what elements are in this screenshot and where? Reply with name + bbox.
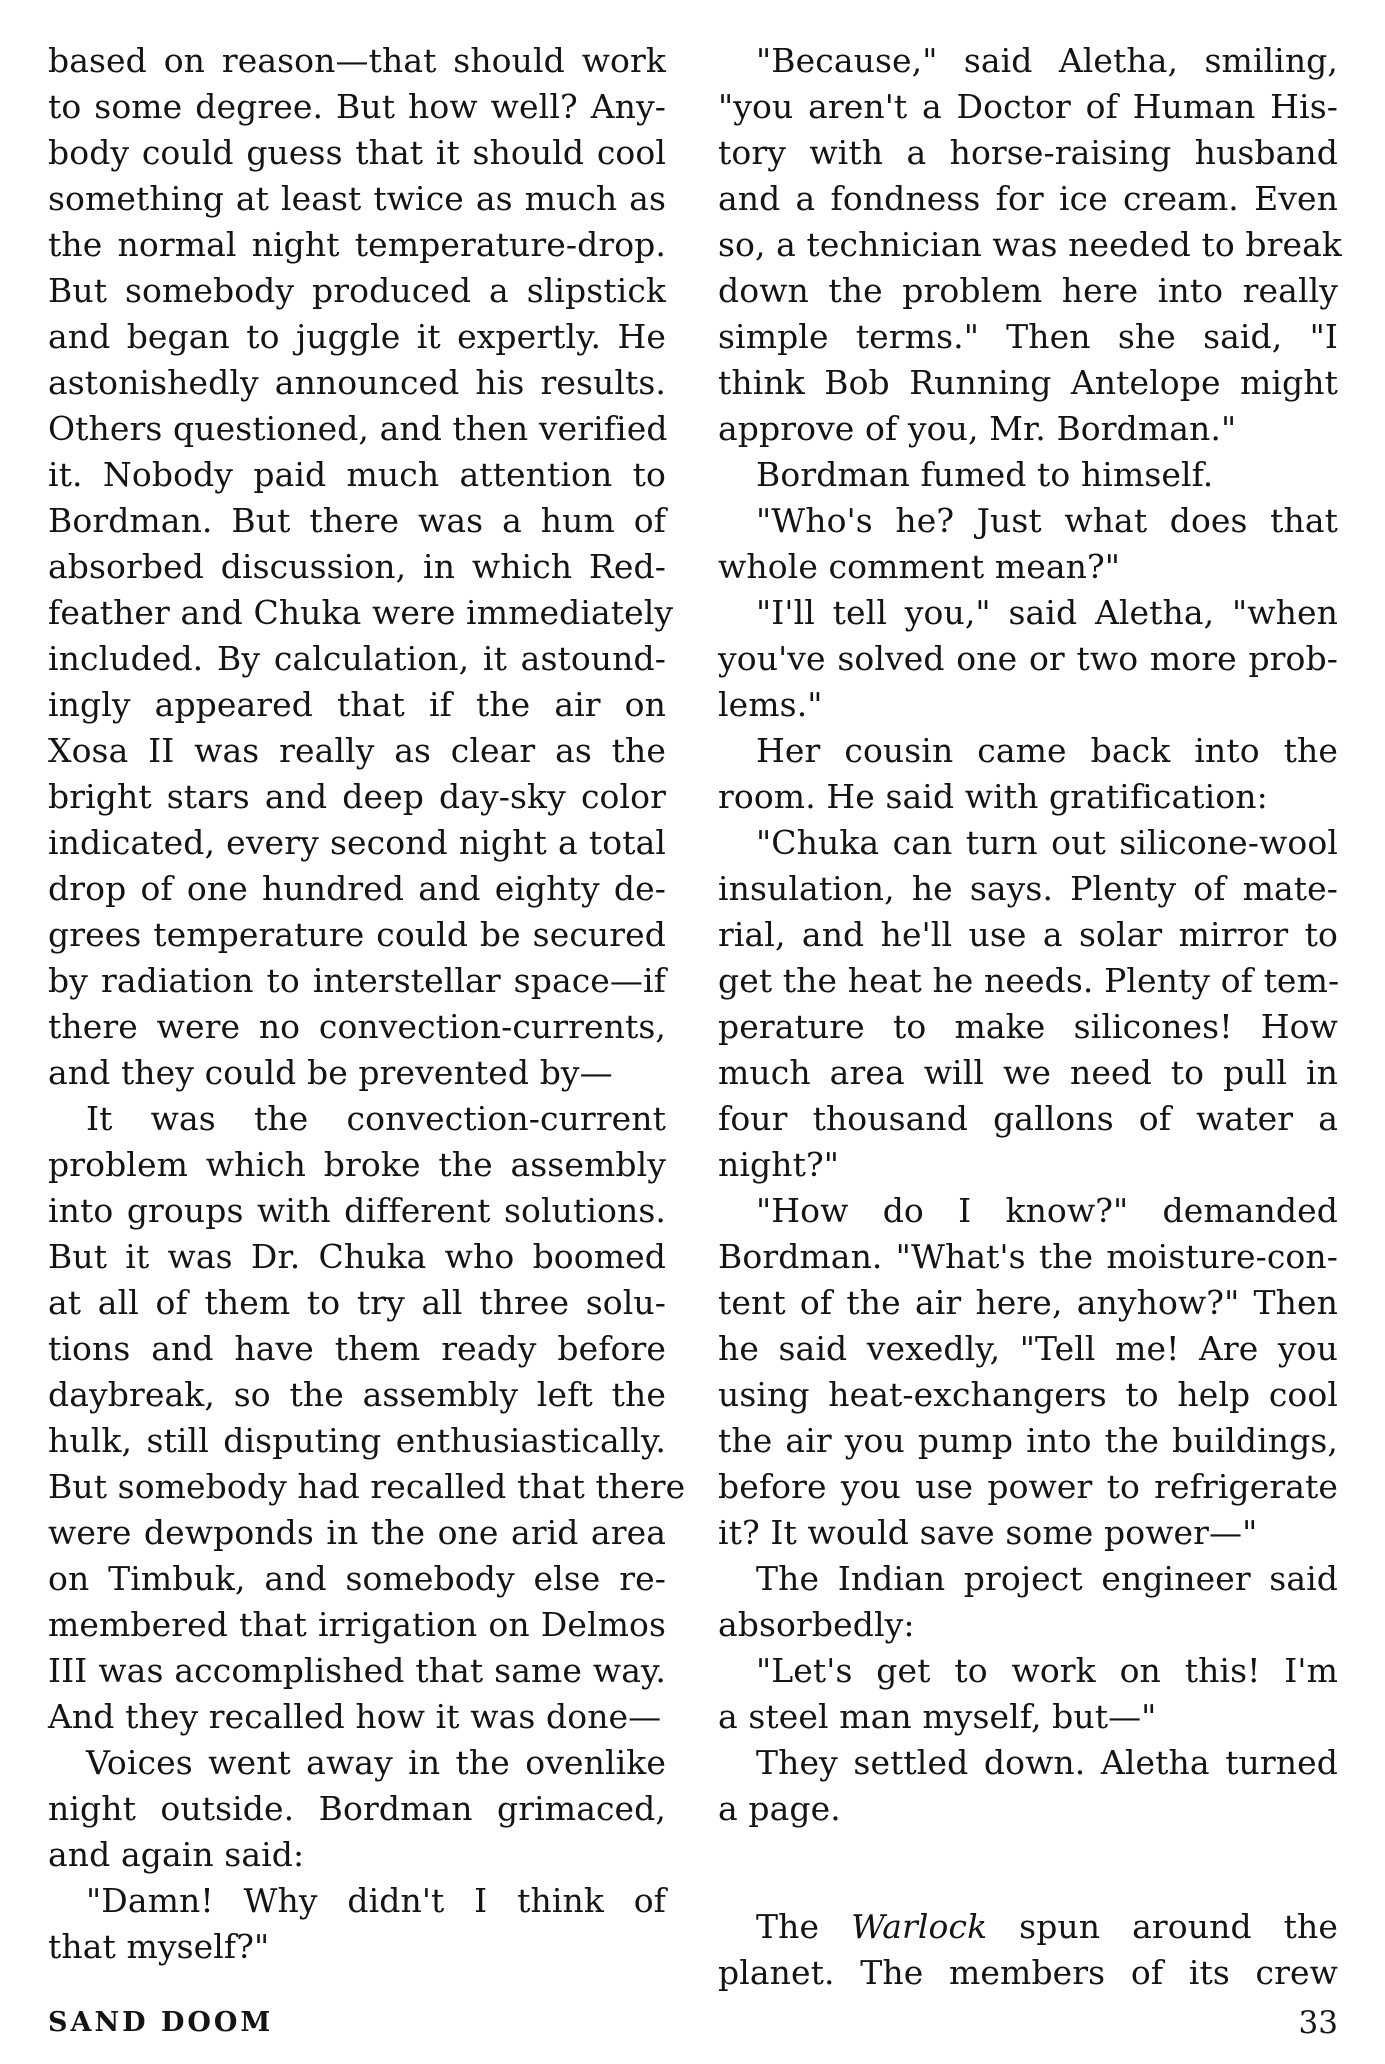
text-line: and they could be prevented by— — [48, 1053, 613, 1092]
text-line: absorbed discussion, in which Red- — [48, 547, 666, 586]
text-line: Bordman. But there was a hum of — [48, 501, 666, 540]
text-line: ingly appeared that if the air on — [48, 685, 666, 724]
text-line: bright stars and deep day-sky color — [48, 777, 666, 816]
text-line: on Timbuk, and somebody else re- — [48, 1559, 666, 1598]
text-line: lems." — [718, 685, 823, 724]
text-line: "Chuka can turn out silicone-wool — [756, 823, 1338, 862]
running-title: SAND DOOM — [48, 2007, 274, 2038]
text-line: it. Nobody paid much attention to — [48, 455, 666, 494]
page-number: 33 — [1298, 2005, 1338, 2041]
text-line: the air you pump into the buildings, — [718, 1421, 1338, 1460]
text-line: "Who's he? Just what does that — [756, 501, 1338, 540]
text-line: It was the convection-current — [86, 1099, 666, 1138]
text-line: at all of them to try all three solu- — [48, 1283, 666, 1322]
text-line: "you aren't a Doctor of Human His- — [718, 87, 1338, 126]
text-line: the normal night temperature-drop. — [48, 225, 666, 264]
text-line: daybreak, so the assembly left the — [48, 1375, 666, 1414]
text-line: so, a technician was needed to break — [718, 225, 1342, 264]
text-line: think Bob Running Antelope might — [718, 363, 1338, 402]
text-line: you've solved one or two more prob- — [718, 639, 1338, 678]
text-line: drop of one hundred and eighty de- — [48, 869, 666, 908]
page-footer — [48, 2000, 1338, 2046]
text-line: problem which broke the assembly — [48, 1145, 666, 1184]
text-line: there were no convection-currents, — [48, 1007, 666, 1046]
text-line: room. He said with gratification: — [718, 777, 1268, 816]
left-column — [48, 38, 686, 1970]
text-line: tory with a horse-raising husband — [718, 133, 1338, 172]
text-line: Others questioned, and then verified — [48, 409, 668, 448]
text-line: membered that irrigation on Delmos — [48, 1605, 666, 1644]
text-line: "How do I know?" demanded — [756, 1191, 1338, 1230]
text-line: included. By calculation, it astound- — [48, 639, 666, 678]
text-line: using heat-exchangers to help cool — [718, 1375, 1338, 1414]
text-line: night outside. Bordman grimaced, — [48, 1789, 666, 1828]
text-line: tions and have them ready before — [48, 1329, 666, 1368]
text-line: he said vexedly, "Tell me! Are you — [718, 1329, 1338, 1368]
text-line: perature to make silicones! How — [718, 1007, 1338, 1046]
text-line: III was accomplished that same way. — [48, 1651, 666, 1690]
text-line: whole comment mean?" — [718, 547, 1121, 586]
text-line: insulation, he says. Plenty of mate- — [718, 869, 1338, 908]
text-line: But somebody had recalled that there — [48, 1467, 686, 1506]
text-line: astonishedly announced his results. — [48, 363, 666, 402]
text-line: and again said: — [48, 1835, 305, 1874]
text-line: were dewponds in the one arid area — [48, 1513, 666, 1552]
text-line: much area will we need to pull in — [718, 1053, 1338, 1092]
text-line: "I'll tell you," said Aletha, "when — [756, 593, 1338, 632]
text-line: before you use power to refrigerate — [718, 1467, 1338, 1506]
text-line: and began to juggle it expertly. He — [48, 317, 666, 356]
text-line: a steel man myself, but—" — [718, 1697, 1157, 1736]
text-line: rial, and he'll use a solar mirror to — [718, 915, 1338, 954]
text-line: tent of the air here, anyhow?" Then — [718, 1283, 1338, 1322]
text-line: Her cousin came back into the — [756, 731, 1338, 770]
text-line: But somebody produced a slipstick — [48, 271, 666, 310]
text-line: simple terms." Then she said, "I — [718, 317, 1338, 356]
text-line: feather and Chuka were immediately — [48, 593, 674, 632]
text-line: a page. — [718, 1789, 841, 1828]
text-line: grees temperature could be secured — [48, 915, 666, 954]
text-line: Voices went away in the ovenlike — [86, 1743, 666, 1782]
text-line: Bordman fumed to himself. — [756, 455, 1214, 494]
text-line: The Indian project engineer said — [756, 1559, 1338, 1598]
text-line — [718, 1904, 1338, 1950]
text-line: something at least twice as much as — [48, 179, 666, 218]
text-fragment: The — [756, 1907, 852, 1946]
text-line: indicated, every second night a total — [48, 823, 666, 862]
text-line: planet. The members of its crew — [718, 1953, 1338, 1992]
text-line: "Because," said Aletha, smiling, — [756, 41, 1338, 80]
text-line: it? It would save some power—" — [718, 1513, 1258, 1552]
text-line: But it was Dr. Chuka who boomed — [48, 1237, 666, 1276]
text-line: that myself?" — [48, 1927, 270, 1966]
text-line: "Damn! Why didn't I think of — [86, 1881, 666, 1920]
text-line: down the problem here into really — [718, 271, 1338, 310]
text-line: four thousand gallons of water a — [718, 1099, 1338, 1138]
text-line: "Let's get to work on this! I'm — [756, 1651, 1338, 1690]
ship-name: Warlock — [851, 1907, 988, 1946]
text-line: and a fondness for ice cream. Even — [718, 179, 1338, 218]
text-line: based on reason—that should work — [48, 41, 666, 80]
text-line: absorbedly: — [718, 1605, 915, 1644]
text-line: by radiation to interstellar space—if — [48, 961, 666, 1000]
text-line: into groups with different solutions. — [48, 1191, 666, 1230]
text-line: to some degree. But how well? Any- — [48, 87, 666, 126]
text-line: And they recalled how it was done— — [48, 1697, 662, 1736]
text-line: body could guess that it should cool — [48, 133, 666, 172]
text-line: hulk, still disputing enthusiastically. — [48, 1421, 666, 1460]
text-fragment: spun around the — [987, 1907, 1338, 1946]
text-line: get the heat he needs. Plenty of tem- — [718, 961, 1340, 1000]
text-line: Xosa II was really as clear as the — [48, 731, 666, 770]
text-line: approve of you, Mr. Bordman." — [718, 409, 1237, 448]
text-line: They settled down. Aletha turned — [756, 1743, 1338, 1782]
text-line: Bordman. "What's the moisture-con- — [718, 1237, 1338, 1276]
section-break — [718, 1832, 1338, 1904]
text-line: night?" — [718, 1145, 840, 1184]
right-column — [718, 38, 1342, 1996]
